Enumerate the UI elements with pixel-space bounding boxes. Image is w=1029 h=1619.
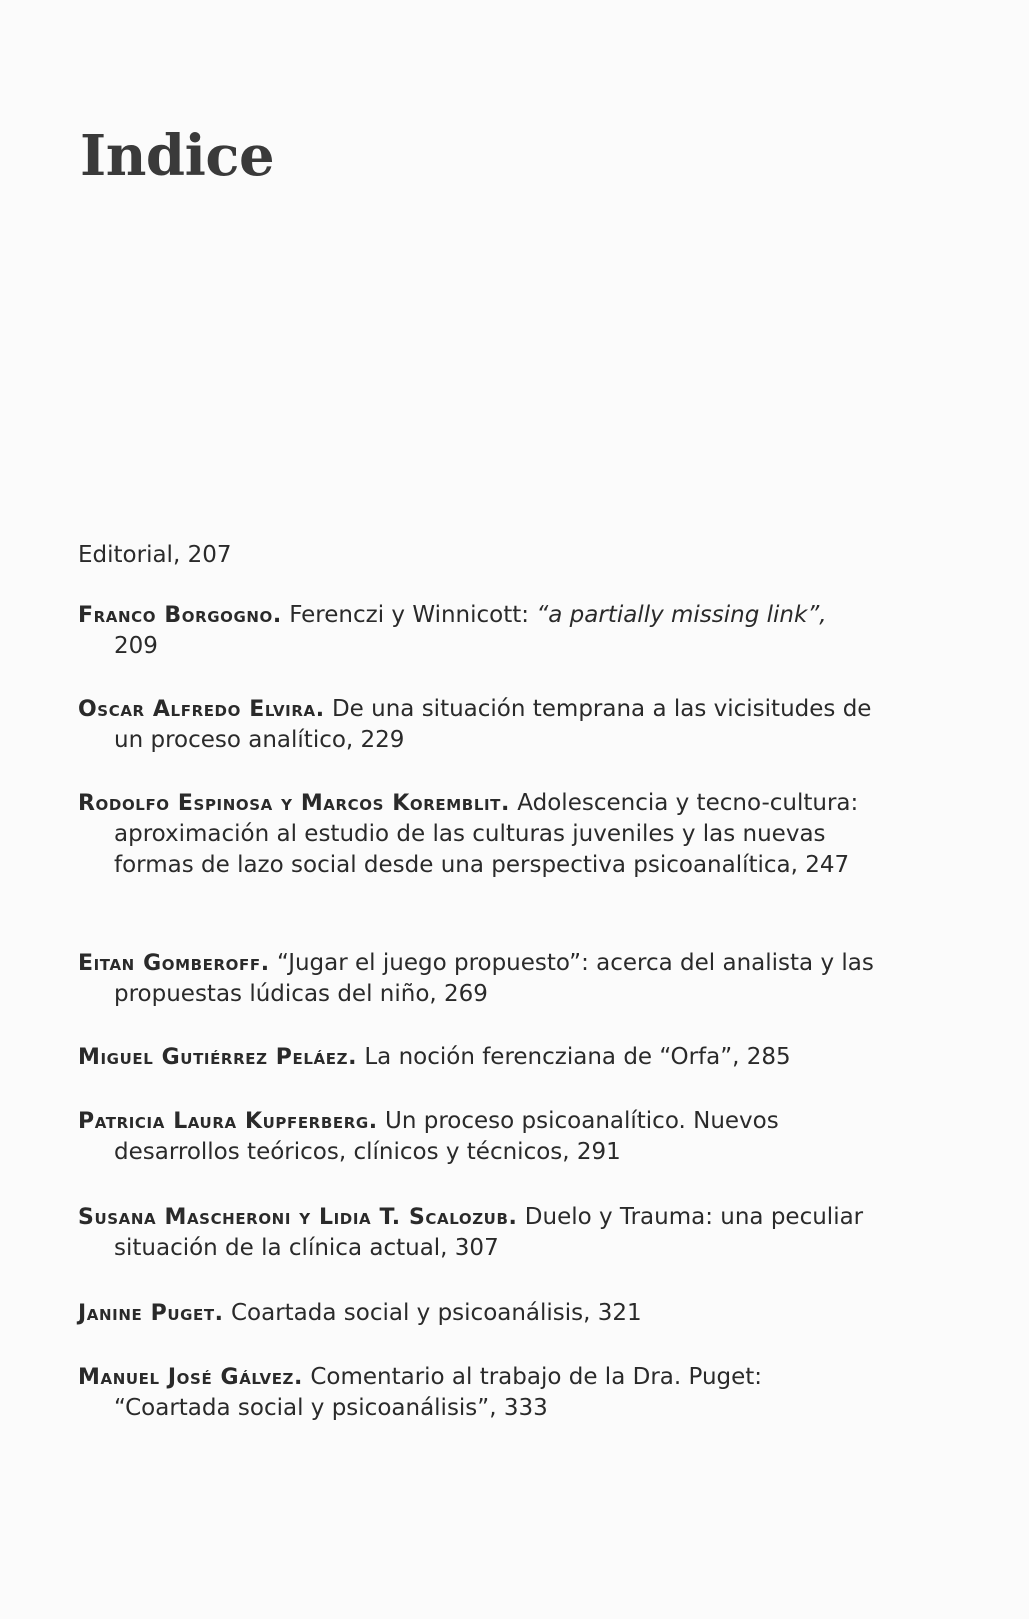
toc-entry-mascheroni-scalozub: [78, 1202, 874, 1264]
toc-entry-italic-text: “a partially missing link”,: [536, 602, 827, 628]
toc-entry-text: La noción ferencziana de “Orfa”, 285: [364, 1044, 791, 1070]
toc-entry-text: Duelo y Trauma: una peculiar situación de la clínica actual, 307: [114, 1204, 864, 1261]
toc-entry-author: Miguel Gutiérrez Peláez.: [78, 1045, 358, 1070]
toc-entry-text: Coartada social y psicoanálisis, 321: [230, 1300, 642, 1326]
toc-entry-kupferberg: [78, 1106, 874, 1168]
toc-entry-text: Editorial, 207: [78, 542, 232, 568]
toc-entry-author: Rodolfo Espinosa y Marcos Koremblit.: [78, 791, 510, 816]
toc-entry-text: Adolescencia y tecno-cultura: aproximación al estudio de las culturas juveniles y las nuevas formas de lazo social desde una perspectiva psicoanalítica, 247: [114, 790, 859, 878]
toc-entry-puget: [78, 1298, 874, 1329]
toc-entry-espinosa-koremblit: [78, 788, 874, 881]
toc-entry-author: Susana Mascheroni y Lidia T. Scalozub.: [78, 1205, 518, 1230]
toc-entry-author: Manuel José Gálvez.: [78, 1365, 303, 1390]
toc-entry-author: Patricia Laura Kupferberg.: [78, 1109, 378, 1134]
toc-entry-galvez: [78, 1362, 874, 1424]
toc-entry-borgogno: [78, 600, 874, 662]
toc-entry-page: 209: [114, 633, 158, 659]
toc-entry-author: Eitan Gomberoff.: [78, 951, 270, 976]
toc-entry-editorial: [78, 540, 874, 571]
toc-entry-elvira: [78, 694, 874, 756]
toc-entry-text: Ferenczi y Winnicott:: [289, 602, 537, 628]
toc-entry-gutierrez-pelaez: [78, 1042, 874, 1073]
toc-entry-author: Janine Puget.: [78, 1301, 224, 1326]
toc-entry-text: Comentario al trabajo de la Dra. Puget: “Coartada social y psicoanálisis”, 333: [114, 1364, 763, 1421]
page-title: Indice: [80, 123, 275, 189]
toc-entry-author: Oscar Alfredo Elvira.: [78, 697, 325, 722]
toc-entry-text: Un proceso psicoanalítico. Nuevos desarrollos teóricos, clínicos y técnicos, 291: [114, 1108, 779, 1165]
toc-entry-author: Franco Borgogno.: [78, 603, 282, 628]
toc-entry-gomberoff: [78, 948, 874, 1010]
toc-entry-text: De una situación temprana a las vicisitudes de un proceso analítico, 229: [114, 696, 872, 753]
toc-entry-text: “Jugar el juego propuesto”: acerca del analista y las propuestas lúdicas del niño, 269: [114, 950, 874, 1007]
